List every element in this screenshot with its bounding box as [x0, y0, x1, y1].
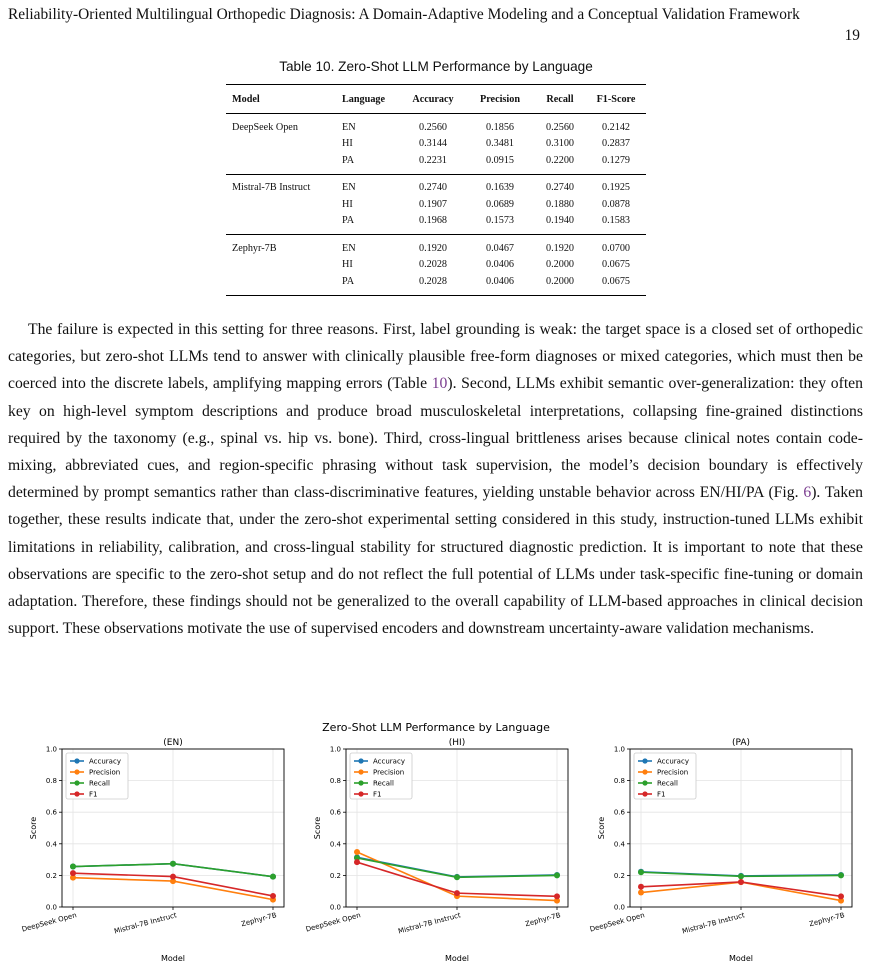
y-tick-label: 0.6 — [613, 808, 625, 817]
body-paragraph — [8, 316, 863, 642]
legend-label: Precision — [657, 768, 689, 777]
paragraph-text: The failure is expected in this setting for three reasons. First, label grounding is weak: the target space is a closed set of orthopedic categories, but zero-shot LLMs tend to answer with clinically plausible free-form diagnoses or mixed categories, which must then be coerced into the discrete labels, amplifying mapping errors (Table — [8, 321, 863, 393]
table-row — [226, 196, 646, 213]
x-tick-label: Mistral-7B Instruct — [113, 911, 178, 936]
data-point — [170, 861, 176, 867]
data-point — [838, 893, 844, 899]
y-axis-label: Score — [597, 816, 606, 840]
legend-label: Accuracy — [657, 757, 689, 766]
table-row — [226, 152, 646, 174]
running-header — [8, 4, 860, 44]
f1-cell: 0.0675 — [586, 273, 646, 295]
accuracy-cell: 0.2560 — [418, 121, 447, 133]
y-tick-label: 1.0 — [329, 745, 341, 754]
table-row — [226, 257, 646, 274]
legend-label: Precision — [373, 768, 405, 777]
f1-cell: 0.0878 — [601, 198, 630, 210]
x-tick-label: DeepSeek Open — [588, 911, 646, 934]
language-cell: PA — [336, 213, 400, 235]
accuracy-cell: 0.2231 — [400, 152, 466, 174]
y-tick-label: 0.0 — [613, 903, 625, 912]
accuracy-cell: 0.2028 — [400, 273, 466, 295]
f1-cell: 0.2142 — [601, 121, 630, 133]
f1-cell: 0.1583 — [586, 213, 646, 235]
recall-cell: 0.2200 — [534, 152, 586, 174]
x-tick-label: DeepSeek Open — [20, 911, 78, 934]
precision-cell: 0.1573 — [466, 213, 534, 235]
data-point — [638, 884, 644, 890]
x-tick-label: Mistral-7B Instruct — [681, 911, 746, 936]
table-row — [226, 235, 646, 257]
y-tick-label: 0.4 — [45, 840, 57, 849]
legend-label: F1 — [89, 790, 98, 799]
model-cell: Mistral-7B Instruct — [232, 182, 311, 194]
legend-marker — [74, 780, 79, 785]
accuracy-cell: 0.1920 — [418, 242, 447, 254]
language-cell: HI — [342, 259, 353, 271]
data-point — [70, 864, 76, 870]
page-number: 19 — [844, 27, 860, 44]
language-cell: PA — [336, 273, 400, 295]
legend-marker — [642, 780, 647, 785]
legend-label: Accuracy — [89, 757, 121, 766]
table-header-row — [226, 85, 646, 114]
precision-cell: 0.1639 — [485, 182, 514, 194]
column-header: Precision — [466, 85, 534, 114]
y-tick-label: 0.2 — [329, 871, 341, 880]
model-cell — [226, 273, 336, 295]
running-title: Reliability-Oriented Multilingual Orthopedic Diagnosis: A Domain-Adaptive Modeling and a Conceptual Validation Framework — [8, 6, 800, 23]
panel-title: (PA) — [731, 738, 751, 748]
model-cell — [226, 136, 336, 153]
recall-cell: 0.3100 — [545, 138, 574, 150]
y-tick-label: 1.0 — [45, 745, 57, 754]
column-header: Language — [336, 85, 400, 114]
x-tick-label: Zephyr-7B — [808, 911, 846, 929]
f1-cell: 0.0675 — [601, 259, 630, 271]
x-axis-label: Model — [444, 954, 470, 963]
language-cell: HI — [342, 198, 353, 210]
y-tick-label: 0.4 — [329, 840, 341, 849]
table-row — [226, 136, 646, 153]
legend-marker — [358, 769, 363, 774]
y-tick-label: 0.4 — [613, 840, 625, 849]
table-group — [226, 114, 646, 175]
data-point — [638, 890, 644, 896]
language-cell: EN — [342, 242, 356, 254]
model-cell — [226, 257, 336, 274]
legend-marker — [642, 769, 647, 774]
legend-marker — [642, 758, 647, 763]
model-cell: Zephyr-7B — [232, 242, 277, 254]
recall-cell: 0.1920 — [545, 242, 574, 254]
accuracy-cell: 0.2028 — [418, 259, 447, 271]
table-row — [226, 174, 646, 196]
data-point — [354, 849, 360, 855]
paragraph-text: ). Taken together, these results indicate that, under the zero-shot experimental setting considered in this study, instruction-tuned LLMs exhibit limitations in reliability, calibration, and cross-lingual stability for structured diagnostic prediction. It is important to note that these observations are specific to the zero-shot setup and do not reflect the full potential of LLMs under task-specific fine-tuning or domain adaptation. Therefore, these findings should not be generalized to the overall capability of LLM-based approaches in clinical decision support. These observations motivate the use of supervised encoders and downstream uncertainty-aware validation mechanisms. — [8, 484, 863, 638]
data-point — [354, 859, 360, 865]
model-cell — [226, 196, 336, 213]
legend-marker — [74, 769, 79, 774]
y-tick-label: 1.0 — [613, 745, 625, 754]
accuracy-cell: 0.2740 — [418, 182, 447, 194]
y-tick-label: 0.8 — [45, 777, 57, 786]
y-tick-label: 0.0 — [45, 903, 57, 912]
model-cell — [226, 152, 336, 174]
data-point — [738, 873, 744, 879]
performance-figure — [0, 715, 872, 967]
f1-cell: 0.1279 — [586, 152, 646, 174]
accuracy-cell: 0.1968 — [400, 213, 466, 235]
results-table — [226, 84, 646, 296]
data-point — [270, 893, 276, 899]
figure-reference-link[interactable]: 6 — [803, 484, 812, 502]
legend-marker — [74, 758, 79, 763]
paragraph-text: ). Second, LLMs exhibit semantic over-generalization: they often key on high-level symptom descriptions and produce broad musculoskeletal interpretations, collapsing fine-grained distinctions required by the taxonomy (e.g., spinal vs. hip vs. bone). Third, cross-lingual brittleness arises because clinical notes contain code-mixing, abbreviated cues, and region-specific phrasing without task supervision, the model’s decision boundary is effectively determined by prompt semantics rather than class-discriminative features, yielding unstable behavior across EN/HI/PA (Fig. — [8, 375, 863, 502]
legend-marker — [358, 758, 363, 763]
f1-cell: 0.0700 — [601, 242, 630, 254]
y-tick-label: 0.2 — [45, 871, 57, 880]
data-point — [554, 872, 560, 878]
legend-label: Precision — [89, 768, 121, 777]
language-cell: HI — [342, 138, 353, 150]
y-tick-label: 0.8 — [329, 777, 341, 786]
accuracy-cell: 0.1907 — [418, 198, 447, 210]
precision-cell: 0.0406 — [485, 259, 514, 271]
y-tick-label: 0.0 — [329, 903, 341, 912]
column-header: F1-Score — [586, 85, 646, 114]
x-tick-label: Mistral-7B Instruct — [397, 911, 462, 936]
x-tick-label: Zephyr-7B — [524, 911, 562, 929]
y-tick-label: 0.2 — [613, 871, 625, 880]
table-caption: Table 10. Zero-Shot LLM Performance by Language — [279, 59, 593, 74]
recall-cell: 0.2560 — [545, 121, 574, 133]
precision-cell: 0.0915 — [466, 152, 534, 174]
legend-label: F1 — [373, 790, 382, 799]
legend-label: Recall — [657, 779, 678, 788]
language-cell: EN — [342, 121, 356, 133]
precision-cell: 0.3481 — [485, 138, 514, 150]
precision-cell: 0.0689 — [485, 198, 514, 210]
legend-marker — [358, 780, 363, 785]
y-tick-label: 0.6 — [45, 808, 57, 817]
y-tick-label: 0.6 — [329, 808, 341, 817]
x-tick-label: DeepSeek Open — [304, 911, 362, 934]
accuracy-cell: 0.3144 — [418, 138, 447, 150]
x-axis-label: Model — [728, 954, 754, 963]
legend-marker — [358, 791, 363, 796]
legend-marker — [74, 791, 79, 796]
precision-cell: 0.0406 — [466, 273, 534, 295]
legend-label: Recall — [373, 779, 394, 788]
recall-cell: 0.1940 — [534, 213, 586, 235]
recall-cell: 0.2000 — [534, 273, 586, 295]
data-point — [638, 869, 644, 875]
language-cell: PA — [336, 152, 400, 174]
data-point — [738, 879, 744, 885]
y-tick-label: 0.8 — [613, 777, 625, 786]
column-header: Model — [226, 85, 336, 114]
panel-title: (HI) — [448, 738, 466, 748]
legend-label: F1 — [657, 790, 666, 799]
table-row — [226, 273, 646, 295]
model-cell: DeepSeek Open — [232, 121, 298, 133]
data-point — [70, 870, 76, 876]
legend-label: Accuracy — [373, 757, 405, 766]
data-point — [454, 874, 460, 880]
recall-cell: 0.2740 — [545, 182, 574, 194]
y-axis-label: Score — [29, 816, 38, 840]
precision-cell: 0.0467 — [485, 242, 514, 254]
f1-cell: 0.2837 — [601, 138, 630, 150]
f1-cell: 0.1925 — [601, 182, 630, 194]
table-group — [226, 235, 646, 296]
column-header: Accuracy — [400, 85, 466, 114]
column-header: Recall — [534, 85, 586, 114]
x-tick-label: Zephyr-7B — [240, 911, 278, 929]
table-reference-link[interactable]: 10 — [431, 375, 448, 393]
data-point — [838, 872, 844, 878]
panel-title: (EN) — [163, 738, 183, 748]
recall-cell: 0.2000 — [545, 259, 574, 271]
recall-cell: 0.1880 — [545, 198, 574, 210]
data-point — [170, 874, 176, 880]
table-row — [226, 114, 646, 136]
y-axis-label: Score — [313, 816, 322, 840]
table-row — [226, 213, 646, 235]
data-point — [454, 890, 460, 896]
x-axis-label: Model — [160, 954, 186, 963]
legend-marker — [642, 791, 647, 796]
precision-cell: 0.1856 — [485, 121, 514, 133]
figure-title: Zero-Shot LLM Performance by Language — [322, 721, 550, 734]
language-cell: EN — [342, 182, 356, 194]
data-point — [554, 893, 560, 899]
model-cell — [226, 213, 336, 235]
legend-label: Recall — [89, 779, 110, 788]
data-point — [270, 874, 276, 880]
table-group — [226, 174, 646, 235]
